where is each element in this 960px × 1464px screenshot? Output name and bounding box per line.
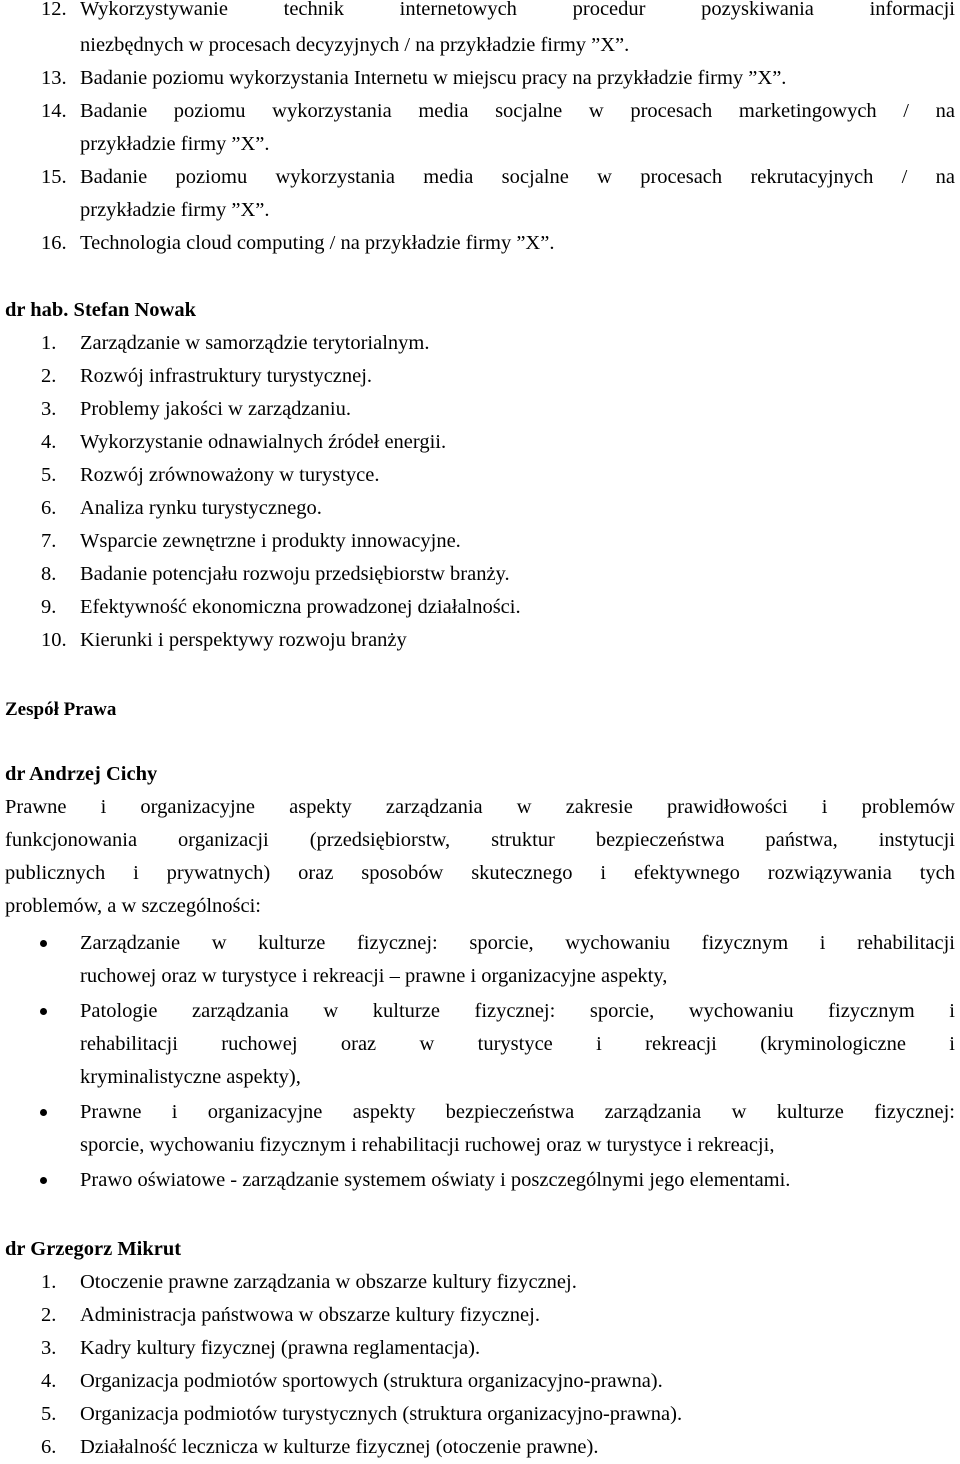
bullet-item xyxy=(5,1096,955,1162)
list-item-text: Zarządzanie w samorządzie terytorialnym. xyxy=(80,332,430,354)
list-item-number: 16. xyxy=(41,232,67,254)
intro-line: problemów, a w szczególności: xyxy=(5,895,261,917)
list-item-number: 6. xyxy=(41,497,57,519)
bullet-text: Prawo oświatowe - zarządzanie systemem oświaty i poszczególnymi jego elementami. xyxy=(80,1169,791,1191)
list-item-number: 1. xyxy=(41,332,57,354)
list-item-text: Otoczenie prawne zarządzania w obszarze kultury fizycznej. xyxy=(80,1271,577,1293)
list-item-text: Kadry kultury fizycznej (prawna reglamentacja). xyxy=(80,1337,481,1359)
bullet-item xyxy=(5,995,955,1094)
list-item-number: 7. xyxy=(41,530,57,552)
list-item-text: Rozwój infrastruktury turystycznej. xyxy=(80,365,373,387)
list-item xyxy=(5,1398,955,1431)
list-item xyxy=(5,558,955,591)
intro-line: funkcjonowania organizacji (przedsiębiorstw, struktur bezpieczeństwa państwa, instytucji xyxy=(5,829,955,851)
supervisor-name: dr Grzegorz Mikrut xyxy=(5,1238,182,1260)
topic-list-top xyxy=(5,0,955,260)
bullet-text: sporcie, wychowaniu fizycznym i rehabilitacji ruchowej oraz w turystyce i rekreacji, xyxy=(80,1134,775,1156)
list-item-text: Efektywność ekonomiczna prowadzonej działalności. xyxy=(80,596,521,618)
list-item: 16. Technologia cloud computing / na przykładzie firmy ”X”. xyxy=(5,227,955,260)
bullet-icon xyxy=(40,1177,47,1184)
list-item xyxy=(5,459,955,492)
bullet-item xyxy=(5,1164,955,1197)
list-item-continuation: przykładzie firmy ”X”. xyxy=(80,199,270,221)
list-item-number: 12. xyxy=(41,0,67,20)
list-item xyxy=(5,1365,955,1398)
bullet-text: Prawne i organizacyjne aspekty bezpieczeństwa zarządzania w kulturze fizycznej: xyxy=(80,1101,955,1123)
list-item-text: Działalność lecznicza w kulturze fizycznej (otoczenie prawne). xyxy=(80,1436,599,1458)
list-item-text: Wsparcie zewnętrzne i produkty innowacyjne. xyxy=(80,530,461,552)
list-item-number: 3. xyxy=(41,1337,57,1359)
list-item xyxy=(5,624,955,657)
list-item-text: Rozwój zrównoważony w turystyce. xyxy=(80,464,380,486)
list-item-text: Administracja państwowa w obszarze kultury fizycznej. xyxy=(80,1304,540,1326)
list-item-number: 13. xyxy=(41,67,67,89)
bullet-text: ruchowej oraz w turystyce i rekreacji – prawne i organizacyjne aspekty, xyxy=(80,965,668,987)
bullet-text: kryminalistyczne aspekty), xyxy=(80,1066,301,1088)
bullet-item xyxy=(5,927,955,993)
list-item xyxy=(5,360,955,393)
list-item-number: 3. xyxy=(41,398,57,420)
cichy-bullet-list xyxy=(5,927,955,1197)
intro-line: Prawne i organizacyjne aspekty zarządzania w zakresie prawidłowości i problemów xyxy=(5,796,955,818)
list-item-text: Analiza rynku turystycznego. xyxy=(80,497,322,519)
list-item-text: Organizacja podmiotów turystycznych (struktura organizacyjno-prawna). xyxy=(80,1403,683,1425)
bullet-text: rehabilitacji ruchowej oraz w turystyce i rekreacji (kryminologiczne i xyxy=(80,1033,955,1055)
list-item: 12. Wykorzystywanie technik internetowych procedur pozyskiwania informacji xyxy=(5,0,955,29)
list-item-number: 8. xyxy=(41,563,57,585)
list-item-number: 2. xyxy=(41,1304,57,1326)
mikrut-topic-list xyxy=(5,1266,955,1464)
list-item xyxy=(5,327,955,360)
list-item: 15. Badanie poziomu wykorzystania media socjalne w procesach rekrutacyjnych / na xyxy=(5,161,955,194)
bullet-text: Zarządzanie w kulturze fizycznej: sporcie, wychowaniu fizycznym i rehabilitacji xyxy=(80,932,955,954)
nowak-topic-list xyxy=(5,327,955,657)
list-item-number: 10. xyxy=(41,629,67,651)
list-item-number: 2. xyxy=(41,365,57,387)
document-page xyxy=(5,0,955,1464)
bullet-icon xyxy=(40,940,47,947)
list-item xyxy=(5,1431,955,1464)
bullet-icon xyxy=(40,1008,47,1015)
bullet-text: Patologie zarządzania w kulturze fizycznej: sporcie, wychowaniu fizycznym i xyxy=(80,1000,955,1022)
list-item-continuation: niezbędnych w procesach decyzyjnych / na przykładzie firmy ”X”. xyxy=(80,34,630,56)
list-item xyxy=(5,591,955,624)
list-item-number: 5. xyxy=(41,464,57,486)
list-item-number: 14. xyxy=(41,100,67,122)
list-item-text: Badanie potencjału rozwoju przedsiębiorstw branży. xyxy=(80,563,510,585)
list-item-text: Organizacja podmiotów sportowych (struktura organizacyjno-prawna). xyxy=(80,1370,663,1392)
list-item-number: 9. xyxy=(41,596,57,618)
cichy-intro xyxy=(5,791,955,923)
list-item-number: 15. xyxy=(41,166,67,188)
list-item-number: 4. xyxy=(41,431,57,453)
list-item: 13. Badanie poziomu wykorzystania Internetu w miejscu pracy na przykładzie firmy ”X”. xyxy=(5,62,955,95)
list-item-number: 1. xyxy=(41,1271,57,1293)
bullet-icon xyxy=(40,1109,47,1116)
supervisor-name: dr hab. Stefan Nowak xyxy=(5,299,196,321)
list-item xyxy=(5,492,955,525)
list-item-number: 6. xyxy=(41,1436,57,1458)
list-item xyxy=(5,1299,955,1332)
list-item xyxy=(5,525,955,558)
list-item-number: 4. xyxy=(41,1370,57,1392)
list-item-text: Kierunki i perspektywy rozwoju branży xyxy=(80,629,407,651)
list-item-continuation: przykładzie firmy ”X”. xyxy=(80,133,270,155)
list-item xyxy=(5,426,955,459)
list-item-text: Problemy jakości w zarządzaniu. xyxy=(80,398,351,420)
list-item xyxy=(5,393,955,426)
list-item-text: Wykorzystanie odnawialnych źródeł energii. xyxy=(80,431,447,453)
intro-line: publicznych i prywatnych) oraz sposobów skutecznego i efektywnego rozwiązywania tych xyxy=(5,862,955,884)
list-item xyxy=(5,1332,955,1365)
list-item-number: 5. xyxy=(41,1403,57,1425)
list-item: 14. Badanie poziomu wykorzystania media socjalne w procesach marketingowych / na xyxy=(5,95,955,128)
supervisor-name: dr Andrzej Cichy xyxy=(5,763,158,785)
section-title: Zespół Prawa xyxy=(5,699,117,720)
list-item xyxy=(5,1266,955,1299)
